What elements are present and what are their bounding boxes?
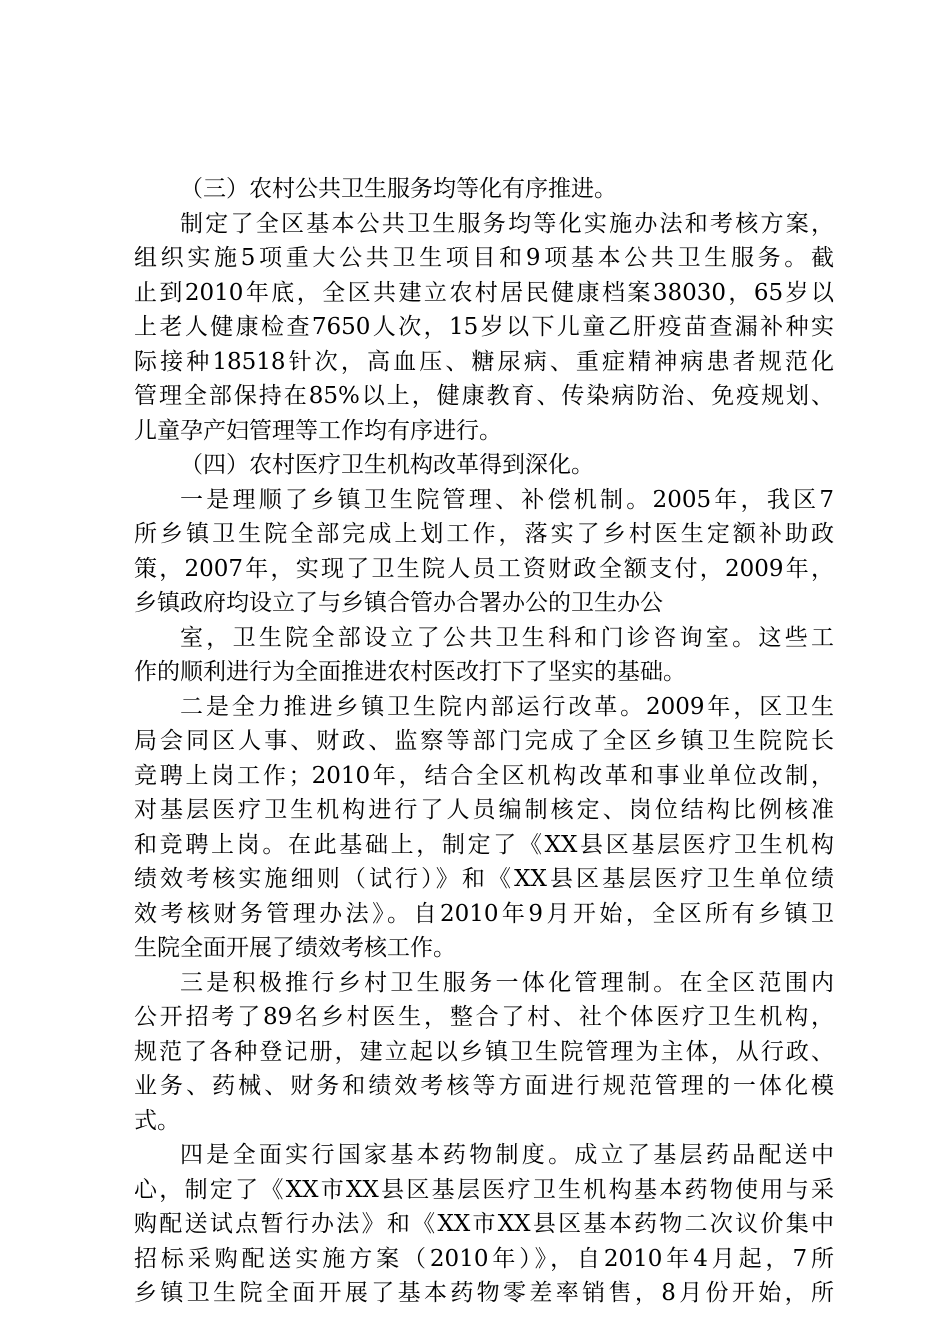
- text-line: 效考核财务管理办法》。自2010年9月开始，全区所有乡镇卫: [134, 900, 834, 927]
- text-line: 绩效考核实施细则（试行）》和《XX县区基层医疗卫生单位绩: [134, 866, 834, 892]
- text-line: 规范了各种登记册，建立起以乡镇卫生院管理为主体，从行政、: [134, 1038, 834, 1065]
- text-line: 制定了全区基本公共卫生服务均等化实施办法和考核方案，: [180, 210, 834, 237]
- text-line: 业务、药械、财务和绩效考核等方面进行规范管理的一体化模: [134, 1073, 834, 1099]
- text-line: 组织实施5项重大公共卫生项目和9项基本公共卫生服务。截: [134, 245, 834, 271]
- text-line: 二是全力推进乡镇卫生院内部运行改革。2009年，区卫生: [180, 693, 834, 720]
- text-line: （三）农村公共卫生服务均等化有序推进。: [180, 176, 617, 202]
- text-line: 公开招考了89名乡村医生，整合了村、社个体医疗卫生机构，: [134, 1004, 834, 1030]
- text-line: 所乡镇卫生院全部完成上划工作，落实了乡村医生定额补助政: [134, 521, 834, 547]
- text-line: 招标采购配送实施方案（2010年）》，自2010年4月起，7所: [134, 1245, 834, 1272]
- text-line: （四）农村医疗卫生机构改革得到深化。: [180, 452, 594, 478]
- text-line: 策，2007年，实现了卫生院人员工资财政全额支付，2009年，: [134, 555, 834, 582]
- text-line: 室，卫生院全部设立了公共卫生科和门诊咨询室。这些工: [180, 624, 834, 651]
- text-line: 际接种18518针次，高血压、糖尿病、重症精神病患者规范化: [134, 348, 834, 375]
- text-line: 作的顺利进行为全面推进农村医改打下了坚实的基础。: [134, 659, 686, 685]
- text-line: 乡镇卫生院全面开展了基本药物零差率销售，8月份开始，所: [134, 1280, 834, 1306]
- text-line: 三是积极推行乡村卫生服务一体化管理制。在全区范围内: [180, 969, 834, 996]
- text-line: 儿童孕产妇管理等工作均有序进行。: [134, 417, 502, 444]
- text-line: 局会同区人事、财政、监察等部门完成了全区乡镇卫生院院长: [134, 728, 834, 754]
- text-line: 一是理顺了乡镇卫生院管理、补偿机制。2005年，我区7: [180, 486, 834, 513]
- document-body: [134, 172, 834, 1311]
- text-line: 对基层医疗卫生机构进行了人员编制核定、岗位结构比例核准: [134, 797, 834, 823]
- text-line: 心，制定了《XX市XX县区基层医疗卫生机构基本药物使用与采: [134, 1176, 834, 1203]
- text-line: 式。: [134, 1107, 180, 1134]
- text-line: 乡镇政府均设立了与乡镇合管办合署办公的卫生办公: [134, 590, 663, 616]
- text-line: 止到2010年底，全区共建立农村居民健康档案38030，65岁以: [134, 279, 834, 306]
- text-line: 上老人健康检查7650人次，15岁以下儿童乙肝疫苗查漏补种实: [134, 314, 834, 340]
- text-line: 购配送试点暂行办法》和《XX市XX县区基本药物二次议价集中: [134, 1211, 834, 1237]
- text-line: 管理全部保持在85%以上，健康教育、传染病防治、免疫规划、: [134, 383, 834, 409]
- text-line: 和竞聘上岗。在此基础上，制定了《XX县区基层医疗卫生机构: [134, 831, 834, 858]
- text-line: 竞聘上岗工作；2010年，结合全区机构改革和事业单位改制，: [134, 762, 834, 789]
- text-line: 四是全面实行国家基本药物制度。成立了基层药品配送中: [180, 1142, 834, 1168]
- text-line: 生院全面开展了绩效考核工作。: [134, 935, 456, 961]
